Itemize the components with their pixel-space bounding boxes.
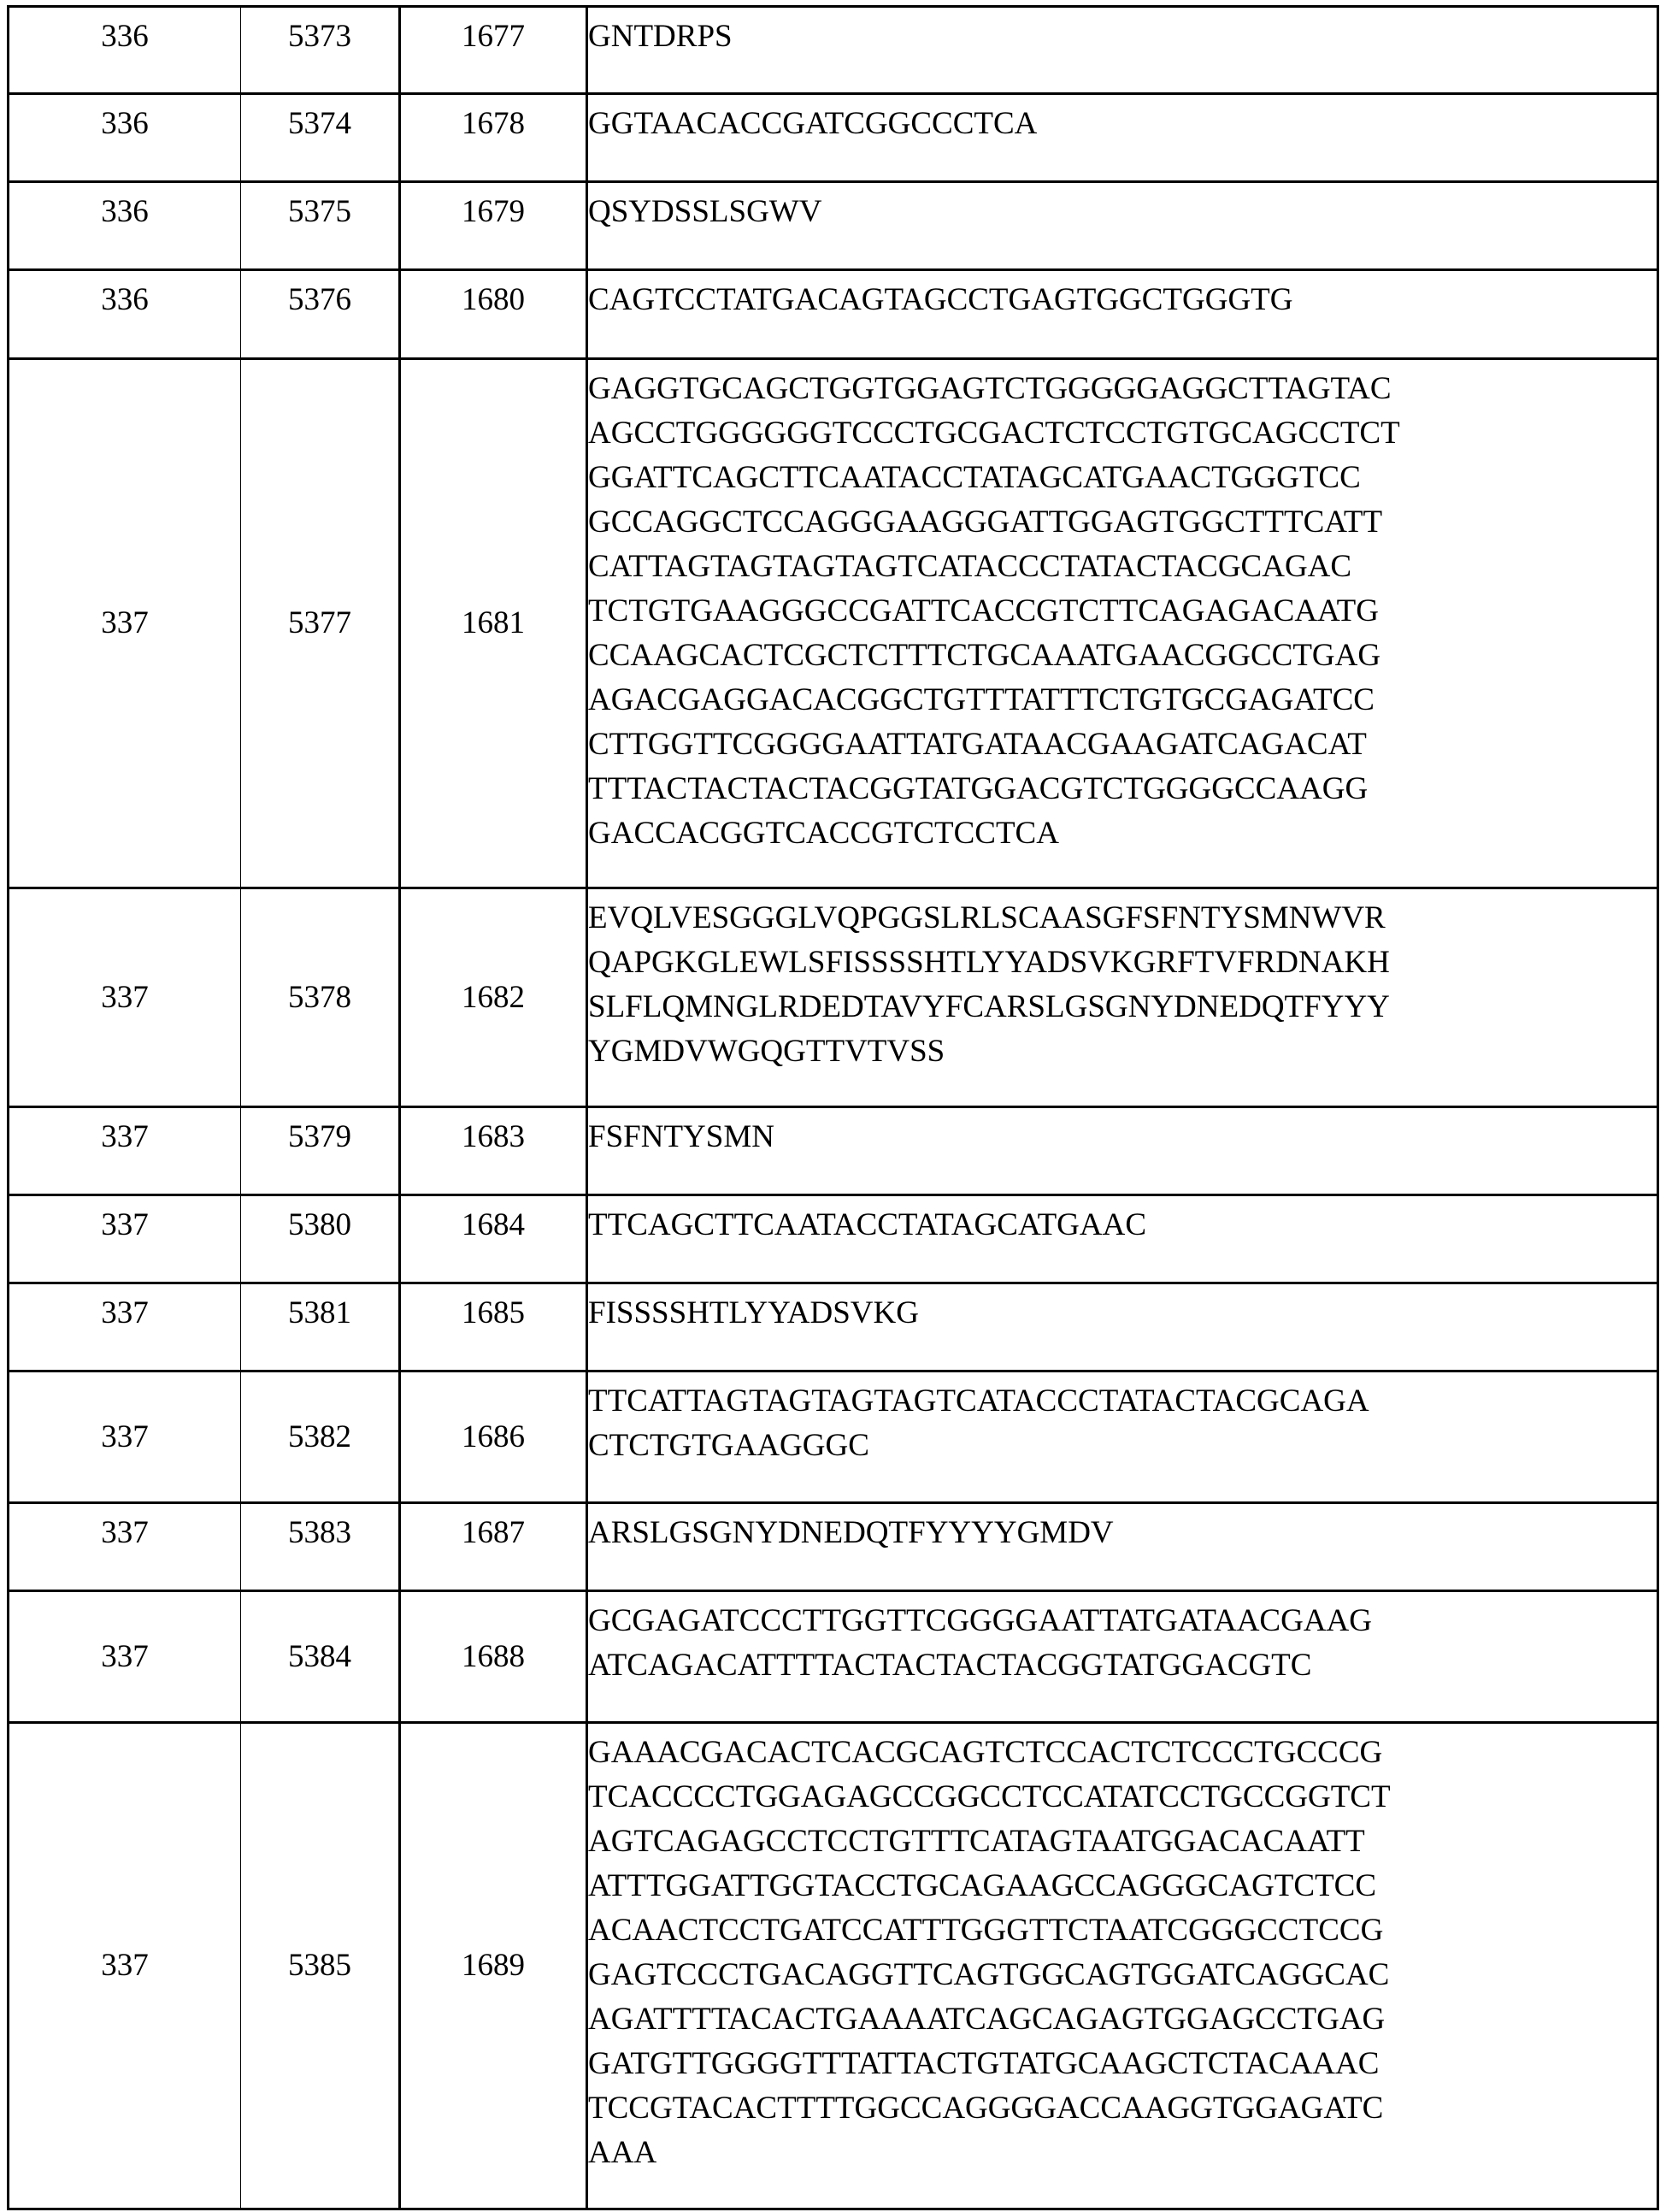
ref-id-cell: 1687 — [400, 1503, 587, 1591]
seq-id-cell: 5376 — [241, 270, 400, 359]
seq-id-cell: 5379 — [241, 1107, 400, 1195]
sequence-line: GGTAACACCGATCGGCCCTCA — [588, 106, 1038, 141]
sequence-cell — [587, 888, 1658, 1107]
sequence-line: AGATTTTACACTGAAAATCAGCAGAGTGGAGCCTGAG — [588, 2002, 1386, 2037]
group-id-cell: 337 — [9, 1503, 241, 1591]
sequence-line: GCGAGATCCCTTGGTTCGGGGAATTATGATAACGAAG — [588, 1603, 1372, 1638]
sequence-line: TTTACTACTACTACGGTATGGACGTCTGGGGCCAAGG — [588, 771, 1369, 806]
sequence-line: AGTCAGAGCCTCCTGTTTCATAGTAATGGACACAATT — [588, 1824, 1365, 1859]
group-id-cell: 336 — [9, 182, 241, 270]
sequence-cell — [587, 94, 1658, 182]
table-row — [9, 1591, 1658, 1723]
sequence-cell — [587, 270, 1658, 359]
group-id-cell: 337 — [9, 1195, 241, 1283]
sequence-line: FSFNTYSMN — [588, 1119, 774, 1154]
ref-id-cell: 1688 — [400, 1591, 587, 1723]
seq-id-cell: 5384 — [241, 1591, 400, 1723]
table-row — [9, 182, 1658, 270]
sequence-cell — [587, 182, 1658, 270]
table-row — [9, 1283, 1658, 1371]
ref-id-cell: 1689 — [400, 1723, 587, 2209]
table-row — [9, 94, 1658, 182]
sequence-line: ATTTGGATTGGTACCTGCAGAAGCCAGGGCAGTCTCC — [588, 1868, 1377, 1903]
table-row — [9, 888, 1658, 1107]
sequence-cell — [587, 1107, 1658, 1195]
sequence-line: TCTGTGAAGGGCCGATTCACCGTCTTCAGAGACAATG — [588, 593, 1379, 628]
sequence-cell — [587, 7, 1658, 94]
sequence-line: YGMDVWGQGTTVTVSS — [588, 1034, 945, 1069]
sequence-line: CAGTCCTATGACAGTAGCCTGAGTGGCTGGGTG — [588, 282, 1293, 317]
sequence-cell — [587, 1195, 1658, 1283]
sequence-line: AAA — [588, 2135, 657, 2170]
sequence-line: GGATTCAGCTTCAATACCTATAGCATGAACTGGGTCC — [588, 460, 1361, 495]
group-id-cell: 336 — [9, 270, 241, 359]
table-row — [9, 1107, 1658, 1195]
sequence-line: TTCAGCTTCAATACCTATAGCATGAAC — [588, 1207, 1147, 1242]
sequence-cell — [587, 1591, 1658, 1723]
sequence-cell — [587, 1503, 1658, 1591]
sequence-line: FISSSSHTLYYADSVKG — [588, 1295, 919, 1330]
sequence-line: ARSLGSGNYDNEDQTFYYYYGMDV — [588, 1515, 1114, 1550]
seq-id-cell: 5378 — [241, 888, 400, 1107]
seq-id-cell: 5373 — [241, 7, 400, 94]
sequence-cell — [587, 359, 1658, 888]
sequence-line: AGACGAGGACACGGCTGTTTATTTCTGTGCGAGATCC — [588, 682, 1375, 717]
group-id-cell: 337 — [9, 1371, 241, 1503]
ref-id-cell: 1680 — [400, 270, 587, 359]
ref-id-cell: 1685 — [400, 1283, 587, 1371]
sequence-line: CATTAGTAGTAGTAGTCATACCCTATACTACGCAGAC — [588, 549, 1352, 584]
group-id-cell: 336 — [9, 7, 241, 94]
sequence-line: QAPGKGLEWLSFISSSSHTLYYADSVKGRFTVFRDNAKH — [588, 945, 1390, 980]
seq-id-cell: 5385 — [241, 1723, 400, 2209]
group-id-cell: 337 — [9, 1283, 241, 1371]
ref-id-cell: 1683 — [400, 1107, 587, 1195]
ref-id-cell: 1684 — [400, 1195, 587, 1283]
sequence-line: GAGGTGCAGCTGGTGGAGTCTGGGGGAGGCTTAGTAC — [588, 371, 1392, 406]
table-row — [9, 1195, 1658, 1283]
table-row — [9, 1723, 1658, 2209]
sequence-line: TCACCCCTGGAGAGCCGGCCTCCATATCCTGCCGGTCT — [588, 1779, 1391, 1814]
sequence-line: CTCTGTGAAGGGC — [588, 1428, 869, 1463]
table-row — [9, 359, 1658, 888]
sequence-line: QSYDSSLSGWV — [588, 194, 822, 229]
ref-id-cell: 1677 — [400, 7, 587, 94]
sequence-line: ATCAGACATTTTACTACTACTACGGTATGGACGTC — [588, 1648, 1312, 1683]
seq-id-cell: 5381 — [241, 1283, 400, 1371]
sequence-table-body — [9, 7, 1658, 2209]
sequence-line: GAGTCCCTGACAGGTTCAGTGGCAGTGGATCAGGCAC — [588, 1957, 1390, 1992]
sequence-line: CCAAGCACTCGCTCTTTCTGCAAATGAACGGCCTGAG — [588, 638, 1381, 673]
ref-id-cell: 1681 — [400, 359, 587, 888]
table-row — [9, 1503, 1658, 1591]
table-row — [9, 7, 1658, 94]
sequence-cell — [587, 1283, 1658, 1371]
sequence-line: GCCAGGCTCCAGGGAAGGGATTGGAGTGGCTTTCATT — [588, 504, 1383, 540]
seq-id-cell: 5382 — [241, 1371, 400, 1503]
ref-id-cell: 1682 — [400, 888, 587, 1107]
sequence-cell — [587, 1371, 1658, 1503]
ref-id-cell: 1678 — [400, 94, 587, 182]
sequence-line: SLFLQMNGLRDEDTAVYFCARSLGSGNYDNEDQTFYYY — [588, 989, 1390, 1024]
sequence-line: ACAACTCCTGATCCATTTGGGTTCTAATCGGGCCTCCG — [588, 1913, 1384, 1948]
table-row — [9, 270, 1658, 359]
group-id-cell: 337 — [9, 1723, 241, 2209]
seq-id-cell: 5374 — [241, 94, 400, 182]
sequence-line: GNTDRPS — [588, 19, 733, 54]
seq-id-cell: 5383 — [241, 1503, 400, 1591]
group-id-cell: 337 — [9, 1107, 241, 1195]
sequence-line: CTTGGTTCGGGGAATTATGATAACGAAGATCAGACAT — [588, 727, 1367, 762]
group-id-cell: 337 — [9, 359, 241, 888]
ref-id-cell: 1679 — [400, 182, 587, 270]
seq-id-cell: 5380 — [241, 1195, 400, 1283]
sequence-line: AGCCTGGGGGGTCCCTGCGACTCTCCTGTGCAGCCTCT — [588, 416, 1400, 451]
group-id-cell: 336 — [9, 94, 241, 182]
sequence-line: GAAACGACACTCACGCAGTCTCCACTCTCCCTGCCCG — [588, 1735, 1383, 1770]
table-row — [9, 1371, 1658, 1503]
sequence-line: EVQLVESGGGLVQPGGSLRLSCAASGFSFNTYSMNWVR — [588, 900, 1386, 935]
ref-id-cell: 1686 — [400, 1371, 587, 1503]
sequence-table — [7, 5, 1659, 2210]
group-id-cell: 337 — [9, 888, 241, 1107]
sequence-line: GACCACGGTCACCGTCTCCTCA — [588, 816, 1059, 851]
sequence-cell — [587, 1723, 1658, 2209]
sequence-line: TCCGTACACTTTTGGCCAGGGGACCAAGGTGGAGATC — [588, 2091, 1384, 2126]
group-id-cell: 337 — [9, 1591, 241, 1723]
sequence-line: TTCATTAGTAGTAGTAGTCATACCCTATACTACGCAGA — [588, 1383, 1369, 1419]
seq-id-cell: 5377 — [241, 359, 400, 888]
sequence-line: GATGTTGGGGTTTATTACTGTATGCAAGCTCTACAAAC — [588, 2046, 1380, 2081]
seq-id-cell: 5375 — [241, 182, 400, 270]
